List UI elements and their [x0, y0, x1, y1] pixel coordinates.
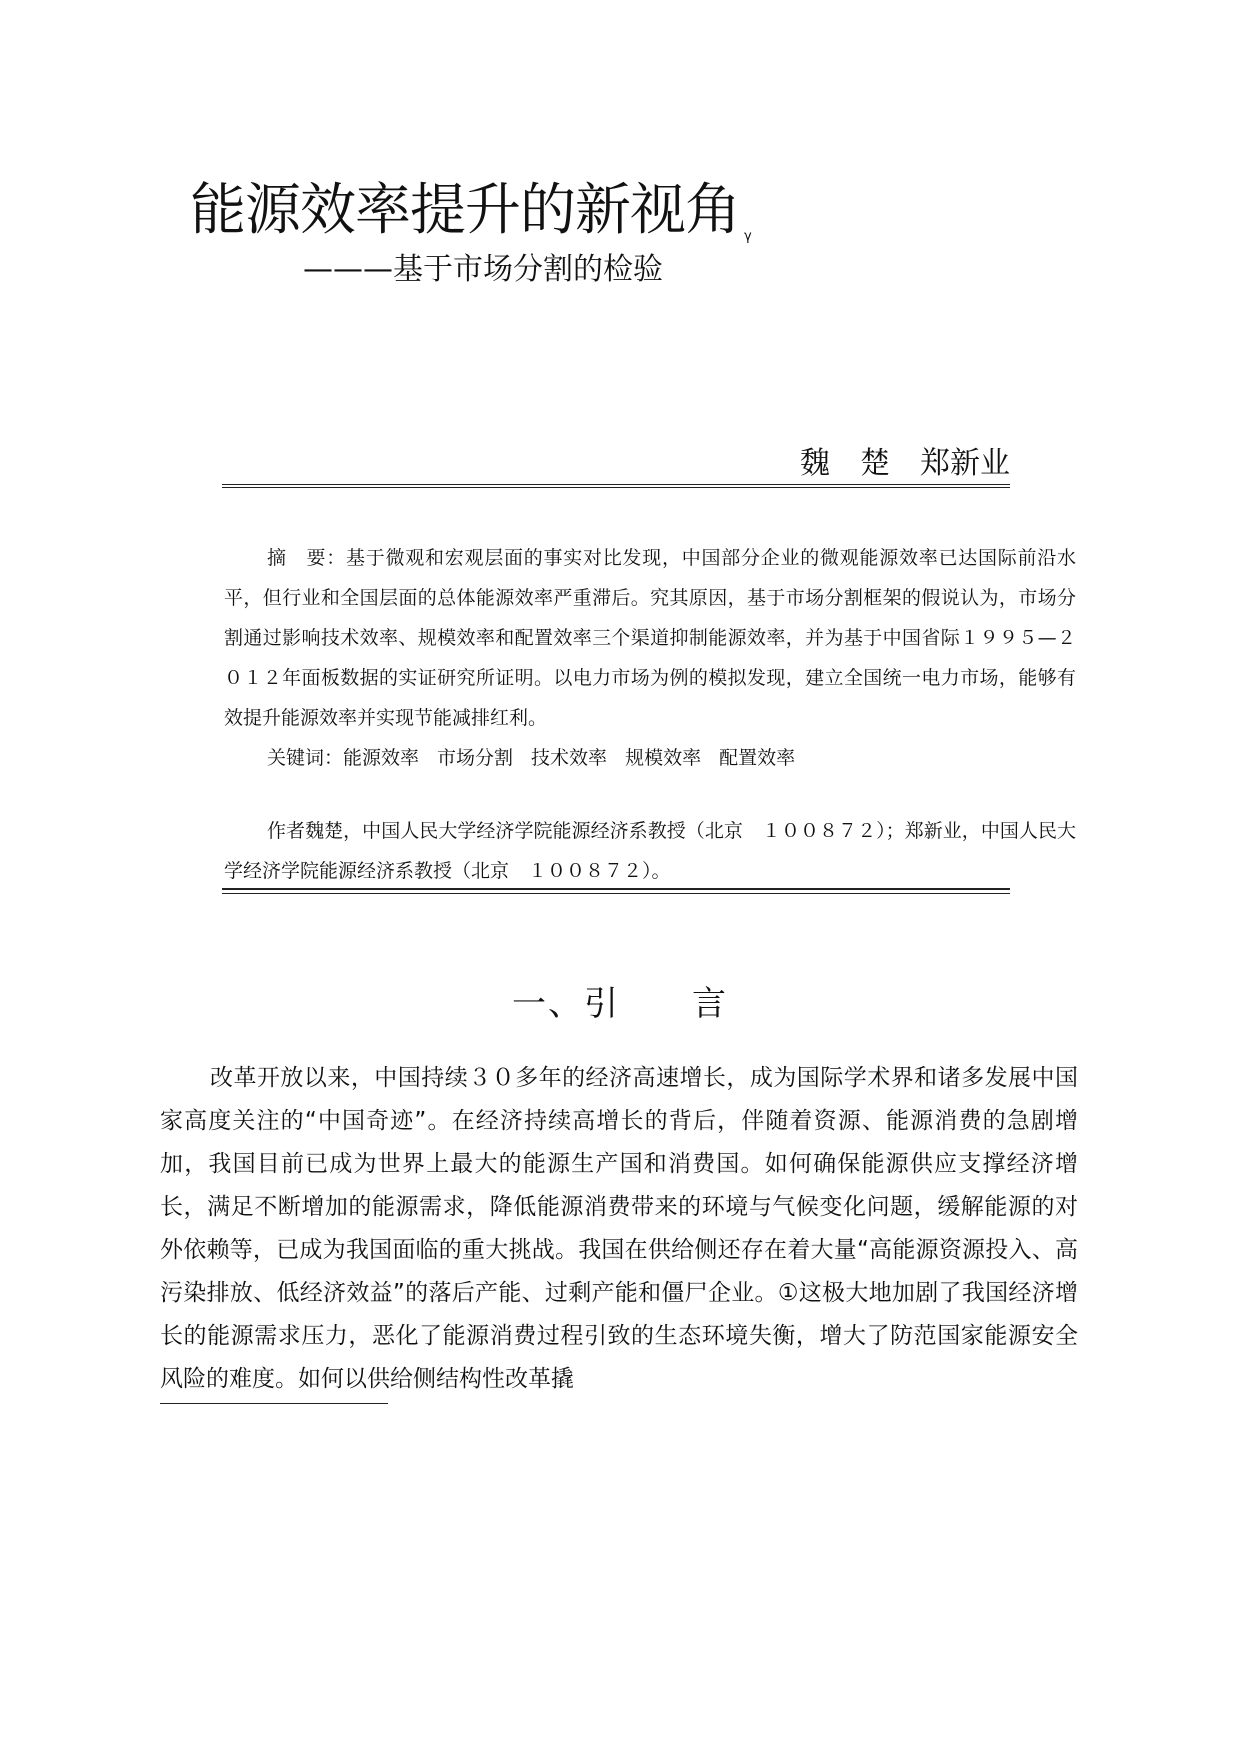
author-affiliation-note: 作者魏楚，中国人民大学经济学院能源经济系教授（北京 １００８７２）；郑新业，中国人民大学经济学院能源经济系教授（北京 １００８７２）。 — [224, 820, 1076, 882]
keyword: 技术效率 — [531, 747, 608, 769]
keywords-line — [224, 738, 1076, 778]
keyword: 市场分割 — [437, 747, 514, 769]
footnote-separator — [160, 1403, 388, 1404]
keyword: 能源效率 — [343, 747, 420, 769]
top-divider — [222, 484, 1010, 488]
body-text — [160, 1057, 1078, 1401]
abstract-text: 摘 要：基于微观和宏观层面的事实对比发现，中国部分企业的微观能源效率已达国际前沿水平，但行业和全国层面的总体能源效率严重滞后。究其原因，基于市场分割框架的假说认为，市场分割通过影响技术效率、规模效率和配置效率三个渠道抑制能源效率，并为基于中国省际１９９５—２０１２年面板数据的实证研究所证明。以电力市场为例的模拟发现，建立全国统一电力市场，能够有效提升能源效率并实现节能减排红利。 — [224, 547, 1076, 729]
keywords-label: 关键词： — [267, 747, 344, 769]
paper-title-text: 能源效率提升的新视角 — [190, 178, 740, 243]
bottom-divider — [222, 888, 1010, 894]
keyword: 配置效率 — [719, 747, 796, 769]
section-heading: 一、引 言 — [512, 984, 728, 1024]
author-names: 魏 楚 郑新业 — [800, 446, 1010, 481]
abstract-block — [224, 538, 1076, 891]
paper-subtitle: ———基于市场分割的检验 — [303, 252, 663, 287]
keyword: 规模效率 — [625, 747, 702, 769]
body-paragraph: 改革开放以来，中国持续３０多年的经济高速增长，成为国际学术界和诸多发展中国家高度关注的“中国奇迹”。在经济持续高增长的背后，伴随着资源、能源消费的急剧增加，我国目前已成为世界上最大的能源生产国和消费国。如何确保能源供应支撑经济增长，满足不断增加的能源需求，降低能源消费带来的环境与气候变化问题，缓解能源的对外依赖等，已成为我国面临的重大挑战。我国在供给侧还存在着大量“高能源资源投入、高污染排放、低经济效益”的落后产能、过剩产能和僵尸企业。①这极大地加剧了我国经济增长的能源需求压力，恶化了能源消费过程引致的生态环境失衡，增大了防范国家能源安全风险的难度。如何以供给侧结构性改革撬 — [160, 1065, 1078, 1392]
title-footnote-mark[interactable]: γ — [744, 229, 751, 244]
paper-title — [190, 178, 751, 244]
